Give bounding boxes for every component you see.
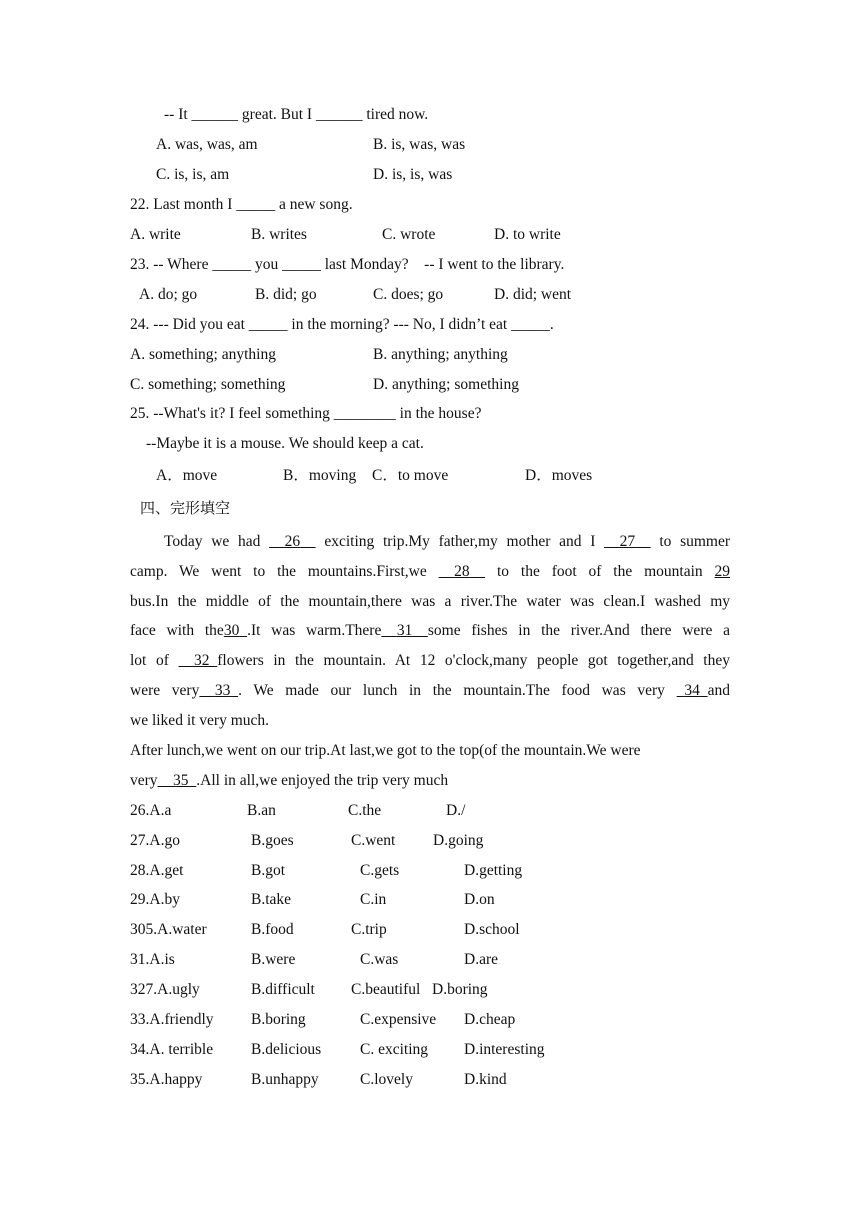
cloze-26-a: 26.A.a [130,802,172,819]
q21-line: -- It ______ great. But I ______ tired now. [164,106,429,123]
q25-option-b: B．moving [283,467,357,484]
cloze-34-b: B.delicious [251,1041,322,1058]
q24-option-a: A. something; anything [130,346,276,363]
cloze-31-a: 31.A.is [130,951,175,968]
cloze-26-b: B.an [247,802,276,819]
cloze-26-c: C.the [348,802,382,819]
q25-option-c: C．to move [372,467,449,484]
blank-28: 28 [454,563,470,580]
cloze-32-b: B.difficult [251,981,315,998]
passage-line-2: camp. We went to the mountains.First,we 28 to the foot of the mountain 29 [130,563,731,580]
cloze-35-d: D.kind [464,1071,507,1088]
cloze-27-c: C.went [351,832,396,849]
passage-line-9: very 35 .All in all,we enjoyed the trip very much [130,772,449,789]
q22-option-c: C. wrote [382,226,436,243]
q22-option-a: A. write [130,226,181,243]
cloze-35-a: 35.A.happy [130,1071,203,1088]
cloze-34-c: C. exciting [360,1041,429,1058]
cloze-34-d: D.interesting [464,1041,545,1058]
cloze-26-d: D./ [446,802,466,819]
blank-26: 26 [284,533,301,550]
passage-line-1: Today we had 26 exciting trip.My father,my mother and I 27 to summer [164,533,731,550]
passage-line-6: were very 33 . We made our lunch in the mountain.The food was very 34 and [130,682,731,699]
cloze-28-b: B.got [251,862,286,879]
q25-option-a: A．move [156,467,218,484]
q23-option-a: A. do; go [139,286,198,303]
q23-option-b: B. did; go [255,286,317,303]
cloze-33-a: 33.A.friendly [130,1011,214,1028]
q22-option-b: B. writes [251,226,307,243]
cloze-29-b: B.take [251,891,292,908]
q24-option-b: B. anything; anything [373,346,508,363]
q22-option-d: D. to write [494,226,561,243]
cloze-33-c: C.expensive [360,1011,437,1028]
blank-29: 29 [714,563,731,580]
q25-option-d: D．moves [525,467,593,484]
passage-line-7: we liked it very much. [130,712,270,729]
cloze-31-d: D.are [464,951,498,968]
q21-option-a: A. was, was, am [156,136,258,153]
q25-line2: --Maybe it is a mouse. We should keep a cat. [146,435,424,452]
q21-option-b: B. is, was, was [373,136,466,153]
cloze-28-c: C.gets [360,862,400,879]
cloze-32-a: 327.A.ugly [130,981,200,998]
q25-stem: 25. --What's it? I feel something ________ in the house? [130,405,482,422]
q24-option-c: C. something; something [130,376,286,393]
q21-option-c: C. is, is, am [156,166,230,183]
cloze-29-a: 29.A.by [130,891,180,908]
cloze-32-d: D.boring [432,981,488,998]
blank-30: 30 [223,622,240,639]
cloze-27-d: D.going [433,832,484,849]
cloze-30-d: D.school [464,921,520,938]
cloze-29-c: C.in [360,891,387,908]
cloze-35-c: C.lovely [360,1071,413,1088]
q24-option-d: D. anything; something [373,376,519,393]
cloze-28-a: 28.A.get [130,862,184,879]
blank-31: 31 [396,622,413,639]
cloze-31-c: C.was [360,951,399,968]
cloze-27-a: 27.A.go [130,832,180,849]
cloze-30-c: C.trip [351,921,387,938]
passage-line-8: After lunch,we went on our trip.At last,we got to the top(of the mountain.We were [130,742,641,759]
cloze-27-b: B.goes [251,832,294,849]
cloze-28-d: D.getting [464,862,523,879]
cloze-33-d: D.cheap [464,1011,516,1028]
blank-34: 34 [684,682,700,699]
passage-line-3: bus.In the middle of the mountain,there was a river.The water was clean.I washed my [130,593,730,610]
q22-stem: 22. Last month I _____ a new song. [130,196,353,213]
cloze-31-b: B.were [251,951,296,968]
cloze-34-a: 34.A. terrible [130,1041,214,1058]
q24-stem: 24. --- Did you eat _____ in the morning? --- No, I didn’t eat _____. [130,316,554,333]
cloze-32-c: C.beautiful [351,981,421,998]
blank-35: 35 [173,772,189,789]
q21-option-d: D. is, is, was [373,166,453,183]
blank-27: 27 [619,533,636,550]
passage-line-5: lot of 32 flowers in the mountain. At 12 o'clock,many people got together,and they [130,652,730,669]
cloze-30-b: B.food [251,921,294,938]
q23-stem: 23. -- Where _____ you _____ last Monday? -- I went to the library. [130,256,565,273]
cloze-30-a: 305.A.water [130,921,207,938]
blank-33: 33 [214,682,231,699]
passage-line-4: face with the30 .It was warm.There 31 some fishes in the river.And there were a [130,622,730,639]
blank-32: 32 [194,652,210,669]
cloze-29-d: D.on [464,891,495,908]
section-title: 四、完形填空 [140,499,231,517]
cloze-33-b: B.boring [251,1011,306,1028]
cloze-35-b: B.unhappy [251,1071,319,1088]
q23-option-c: C. does; go [373,286,444,303]
q23-option-d: D. did; went [494,286,572,303]
